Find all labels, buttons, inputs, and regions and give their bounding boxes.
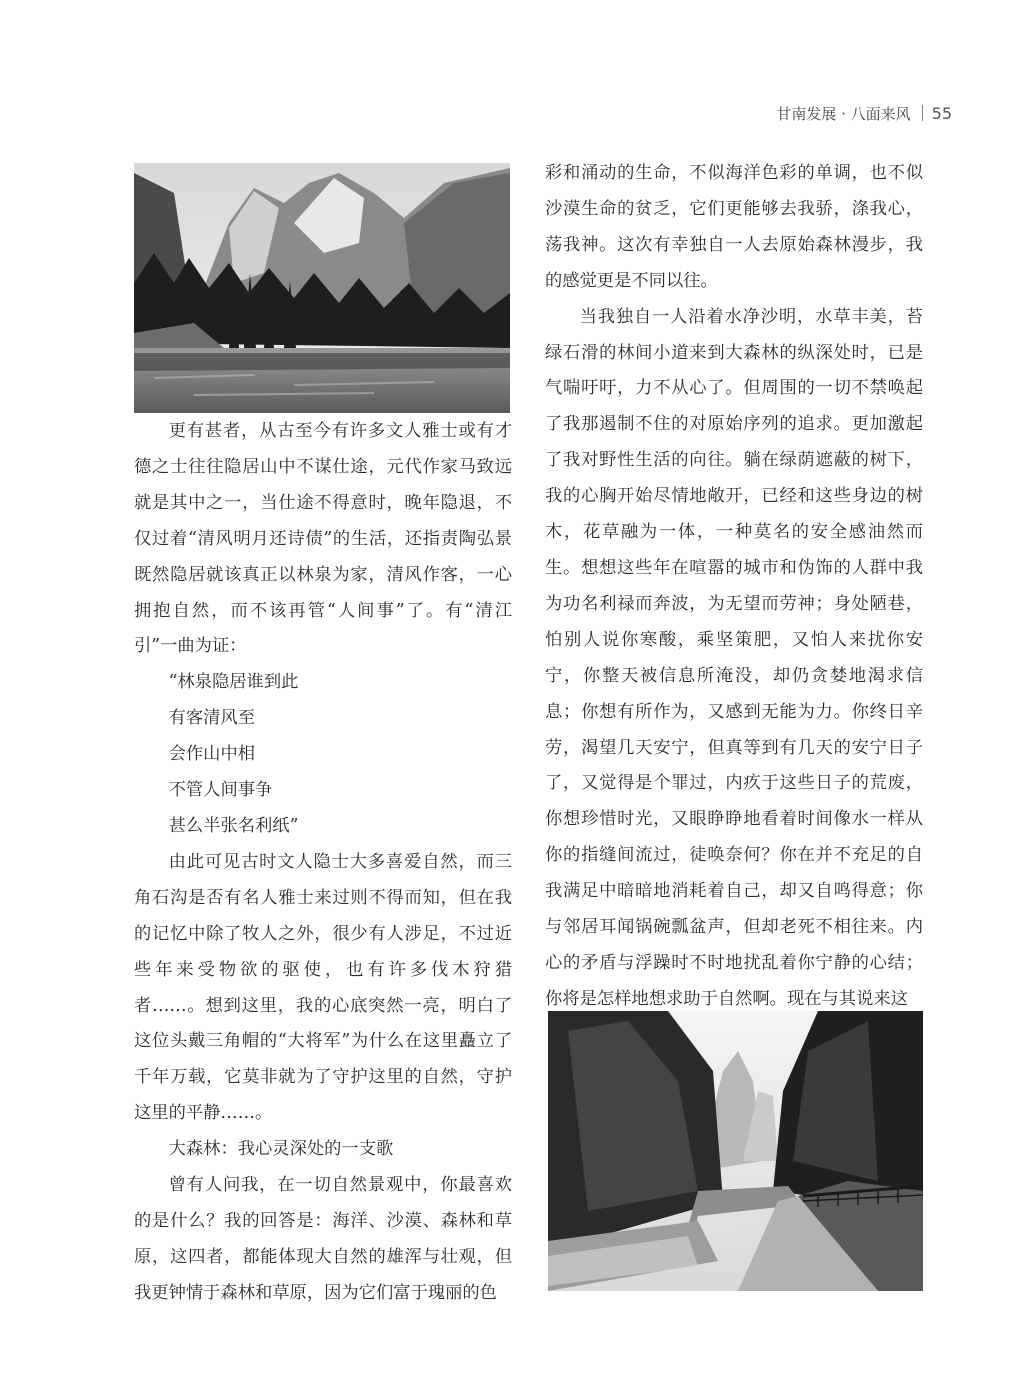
left-column — [134, 414, 512, 1312]
forest-gorge-photo — [548, 1011, 923, 1291]
poem-line: 有客清风至 — [168, 708, 256, 729]
header-divider — [922, 105, 923, 121]
header-title: 甘南发展 · 八面来风 — [776, 104, 911, 123]
running-header — [600, 100, 952, 126]
paragraph: 彩和涌动的生命，不似海洋色彩的单调，也不似沙漠生命的贫乏，它们更能够去我骄，涤我心，荡我神。这次有幸独自一人去原始森林漫步，我的感觉更是不同以往。 — [545, 163, 923, 291]
right-column — [545, 156, 923, 1018]
poem-line: 会作山中相 — [168, 744, 256, 765]
paragraph: 当我独自一人沿着水净沙明，水草丰美，苔绿石滑的林间小道来到大森林的纵深处时，已是气喘吁吁，力不从心了。但周围的一切不禁唤起了我那遏制不住的对原始序列的追求。更加激起了我对野性生活的向往。躺在绿荫遮蔽的树下，我的心胸开始尽情地敞开，已经和这些身边的树木，花草融为一体，一种莫名的安全感油然而生。想想这些年在喧嚣的城市和伪饰的人群中我为功名利禄而奔波，为无望而劳神；身处陋巷，怕别人说你寒酸，乘坚策肥，又怕人来扰你安宁，你整天被信息所淹没，却仍贪婪地渴求信息；你想有所作为，又感到无能为力。你终日辛劳，渴望几天安宁，但真等到有几天的安宁日子了，又觉得是个罪过，内疚于这些日子的荒废，你想珍惜时光，又眼睁睁地看着时间像水一样从你的指缝间流过，徒唤奈何？你在并不充足的自我满足中暗暗地消耗着自己，却又自鸣得意；你与邻居耳闻锅碗瓢盆声，但却老死不相往来。内心的矛盾与浮躁时不时地扰乱着你宁静的心结；你将是怎样地想求助于自然啊。现在与其说来这 — [545, 306, 923, 1009]
poem-line: “林泉隐居谁到此 — [168, 672, 299, 693]
paragraph: 曾有人问我，在一切自然景观中，你最喜欢的是什么？我的回答是：海洋、沙漠、森林和草原，这四者，都能体现大自然的雄浑与壮观，但我更钟情于森林和草原，因为它们富于瑰丽的色 — [134, 1175, 512, 1303]
section-subheading: 大森林：我心灵深处的一支歌 — [168, 1139, 394, 1160]
mountain-lake-photo — [134, 163, 510, 413]
paragraph: 由此可见古时文人隐士大多喜爱自然，而三角石沟是否有名人雅士来过则不得而知，但在我的记忆中除了牧人之外，很少有人涉足，不过近些年来受物欲的驱使，也有许多伐木狩猎者……。想到这里，我的心底突然一亮，明白了这位头戴三角帽的“大将军”为什么在这里矗立了千年万载，它莫非就为了守护这里的自然，守护这里的平静……。 — [134, 851, 512, 1124]
mountain-lake-illustration — [134, 163, 510, 413]
poem-line: 甚么半张名利纸” — [168, 815, 299, 836]
page-number: 55 — [931, 103, 952, 123]
paragraph: 更有甚者，从古至今有许多文人雅士或有才德之士往往隐居山中不谋仕途，元代作家马致远就是其中之一，当仕途不得意时，晚年隐退，不仅过着“清风明月还诗债”的生活，还指责陶弘景既然隐居就该真正以林泉为家，清风作客，一心拥抱自然，而不该再管“人间事”了。有“清江引”一曲为证： — [134, 421, 512, 657]
forest-gorge-illustration — [548, 1011, 923, 1291]
poem-line: 不管人间事争 — [168, 780, 273, 801]
